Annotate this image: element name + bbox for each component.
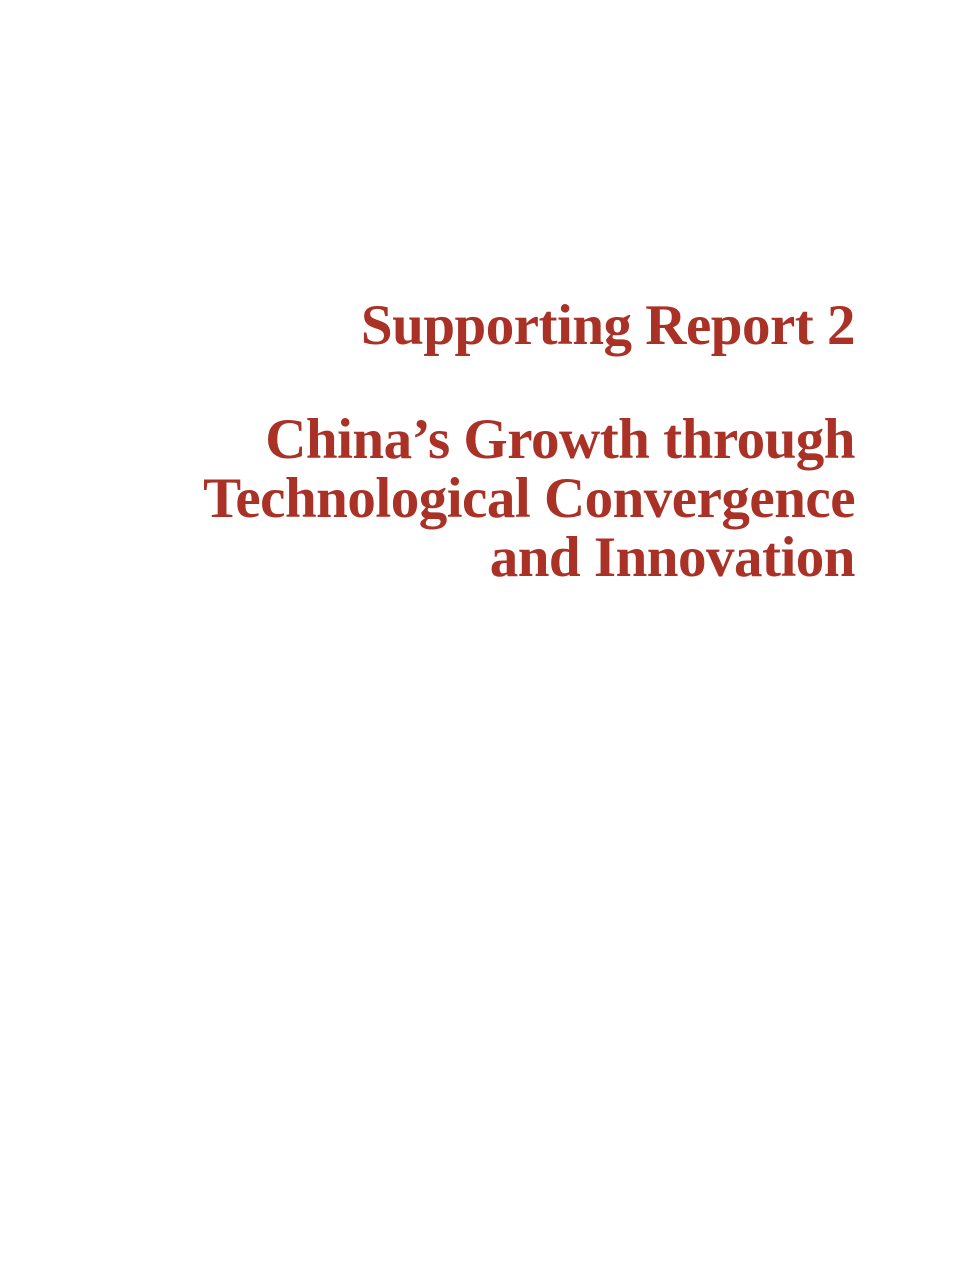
report-number-heading: Supporting Report 2 <box>360 294 855 357</box>
report-title-heading <box>203 410 855 587</box>
report-title-line-3: and Innovation <box>489 526 855 589</box>
report-title-line-2: Technological Convergence <box>203 467 855 530</box>
title-block <box>203 296 855 587</box>
report-title-line-1: China’s Growth through <box>265 408 855 471</box>
